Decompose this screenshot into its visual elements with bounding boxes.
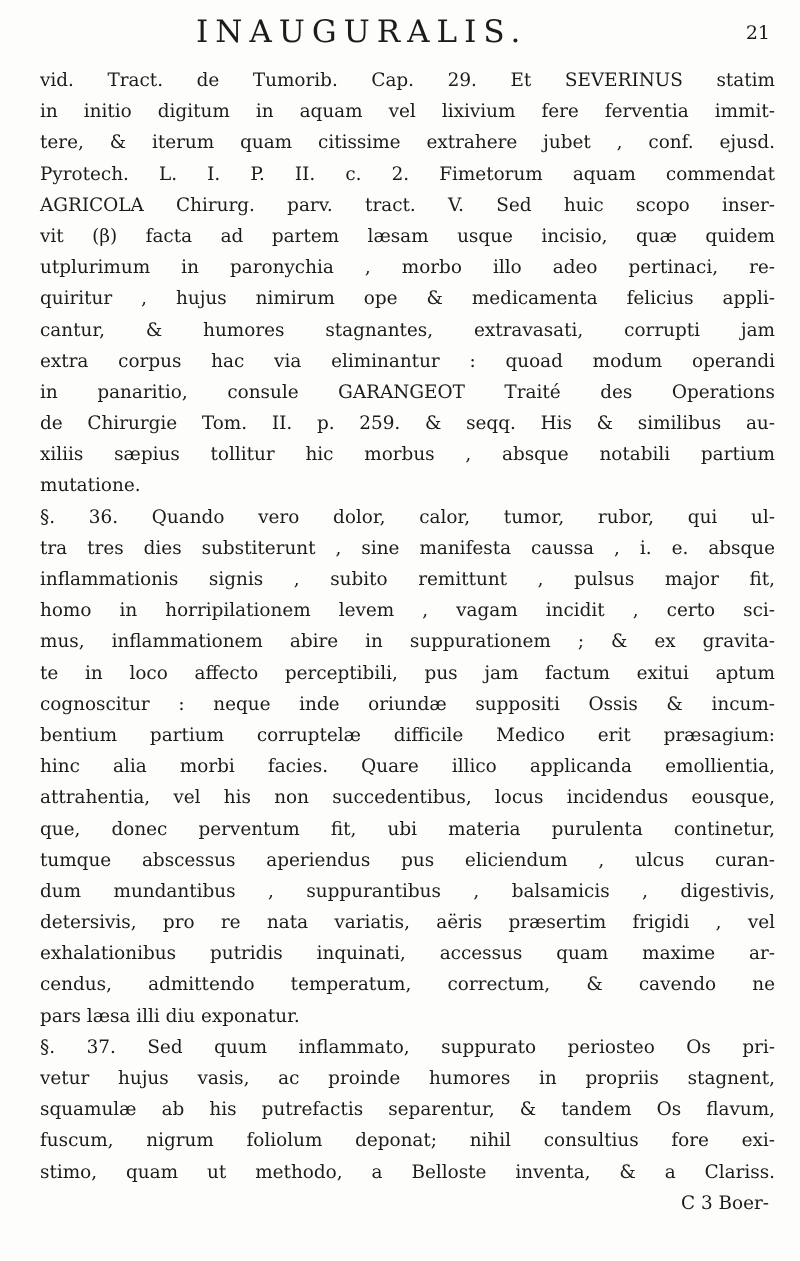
- text-line: utplurimum in paronychia , morbo illo adeo pertinaci, re-: [40, 257, 775, 279]
- text-line: in initio digitum in aquam vel lixivium fere ferventia immit-: [40, 101, 775, 123]
- text-line: tere, & iterum quam citissime extrahere jubet , conf. ejusd.: [40, 132, 775, 154]
- text-line: exhalationibus putridis inquinati, accessus quam maxime ar-: [40, 943, 775, 965]
- text-line: mus, inflammationem abire in suppurationem ; & ex gravita-: [40, 631, 775, 653]
- text-line: quiritur , hujus nimirum ope & medicamenta felicius appli-: [40, 288, 775, 310]
- text-line: Pyrotech. L. I. P. II. c. 2. Fimetorum aquam commendat: [40, 163, 775, 185]
- text-line: §. 37. Sed quum inflammato, suppurato periosteo Os pri-: [40, 1036, 775, 1058]
- text-line: vetur hujus vasis, ac proinde humores in propriis stagnent,: [40, 1068, 775, 1089]
- text-line: vid. Tract. de Tumorib. Cap. 29. Et SEVERINUS statim: [40, 70, 775, 91]
- text-line: te in loco affecto perceptibili, pus jam factum exitui aptum: [40, 662, 775, 684]
- text-line: homo in horripilationem levem , vagam incidit , certo sci-: [40, 600, 775, 622]
- text-line: tumque abscessus aperiendus pus eliciendum , ulcus curan-: [40, 849, 775, 871]
- text-line: stimo, quam ut methodo, a Belloste inventa, & a Clariss.: [40, 1161, 775, 1183]
- body-text: [40, 65, 775, 1219]
- text-line: §. 36. Quando vero dolor, calor, tumor, rubor, qui ul-: [40, 506, 775, 528]
- text-line: AGRICOLA Chirurg. parv. tract. V. Sed huic scopo inser-: [40, 194, 775, 216]
- text-line: fuscum, nigrum foliolum deponat; nihil consultius fore exi-: [40, 1130, 775, 1152]
- text-line: que, donec perventum fit, ubi materia purulenta continetur,: [40, 818, 775, 840]
- text-line: dum mundantibus , suppurantibus , balsamicis , digestivis,: [40, 880, 775, 902]
- text-line: cantur, & humores stagnantes, extravasati, corrupti jam: [40, 319, 775, 341]
- text-line: inflammationis signis , subito remittunt , pulsus major fit,: [40, 569, 775, 590]
- text-line: hinc alia morbi facies. Quare illico applicanda emollientia,: [40, 756, 775, 778]
- running-head: [0, 14, 800, 54]
- text-line: cognoscitur : neque inde oriundæ suppositi Ossis & incum-: [40, 693, 775, 715]
- text-line: tra tres dies substiterunt , sine manifesta caussa , i. e. absque: [40, 537, 775, 559]
- text-line: xiliis sæpius tollitur hic morbus , absque notabili partium: [40, 444, 775, 466]
- text-line: vit (β) facta ad partem læsam usque incisio, quæ quidem: [40, 225, 775, 247]
- text-line: de Chirurgie Tom. II. p. 259. & seqq. His & similibus au-: [40, 413, 775, 435]
- text-line: in panaritio, consule GARANGEOT Traité des Operations: [40, 381, 775, 403]
- running-title: INAUGURALIS.: [196, 14, 528, 50]
- text-line: detersivis, pro re nata variatis, aëris præsertim frigidi , vel: [40, 912, 775, 934]
- text-line: cendus, admittendo temperatum, correctum, & cavendo ne: [40, 974, 775, 996]
- text-line: squamulæ ab his putrefactis separentur, & tandem Os flavum,: [40, 1099, 775, 1121]
- signature-catchword-line: C 3 Boer-: [681, 1192, 769, 1214]
- page-number: 21: [745, 22, 770, 44]
- text-line: attrahentia, vel his non succedentibus, locus incidendus eousque,: [40, 787, 775, 809]
- text-line: mutatione.: [40, 475, 141, 497]
- text-line: bentium partium corruptelæ difficile Medico erit præsagium:: [40, 724, 775, 746]
- text-line: pars læsa illi diu exponatur.: [40, 1005, 300, 1027]
- text-line: extra corpus hac via eliminantur : quoad modum operandi: [40, 350, 775, 372]
